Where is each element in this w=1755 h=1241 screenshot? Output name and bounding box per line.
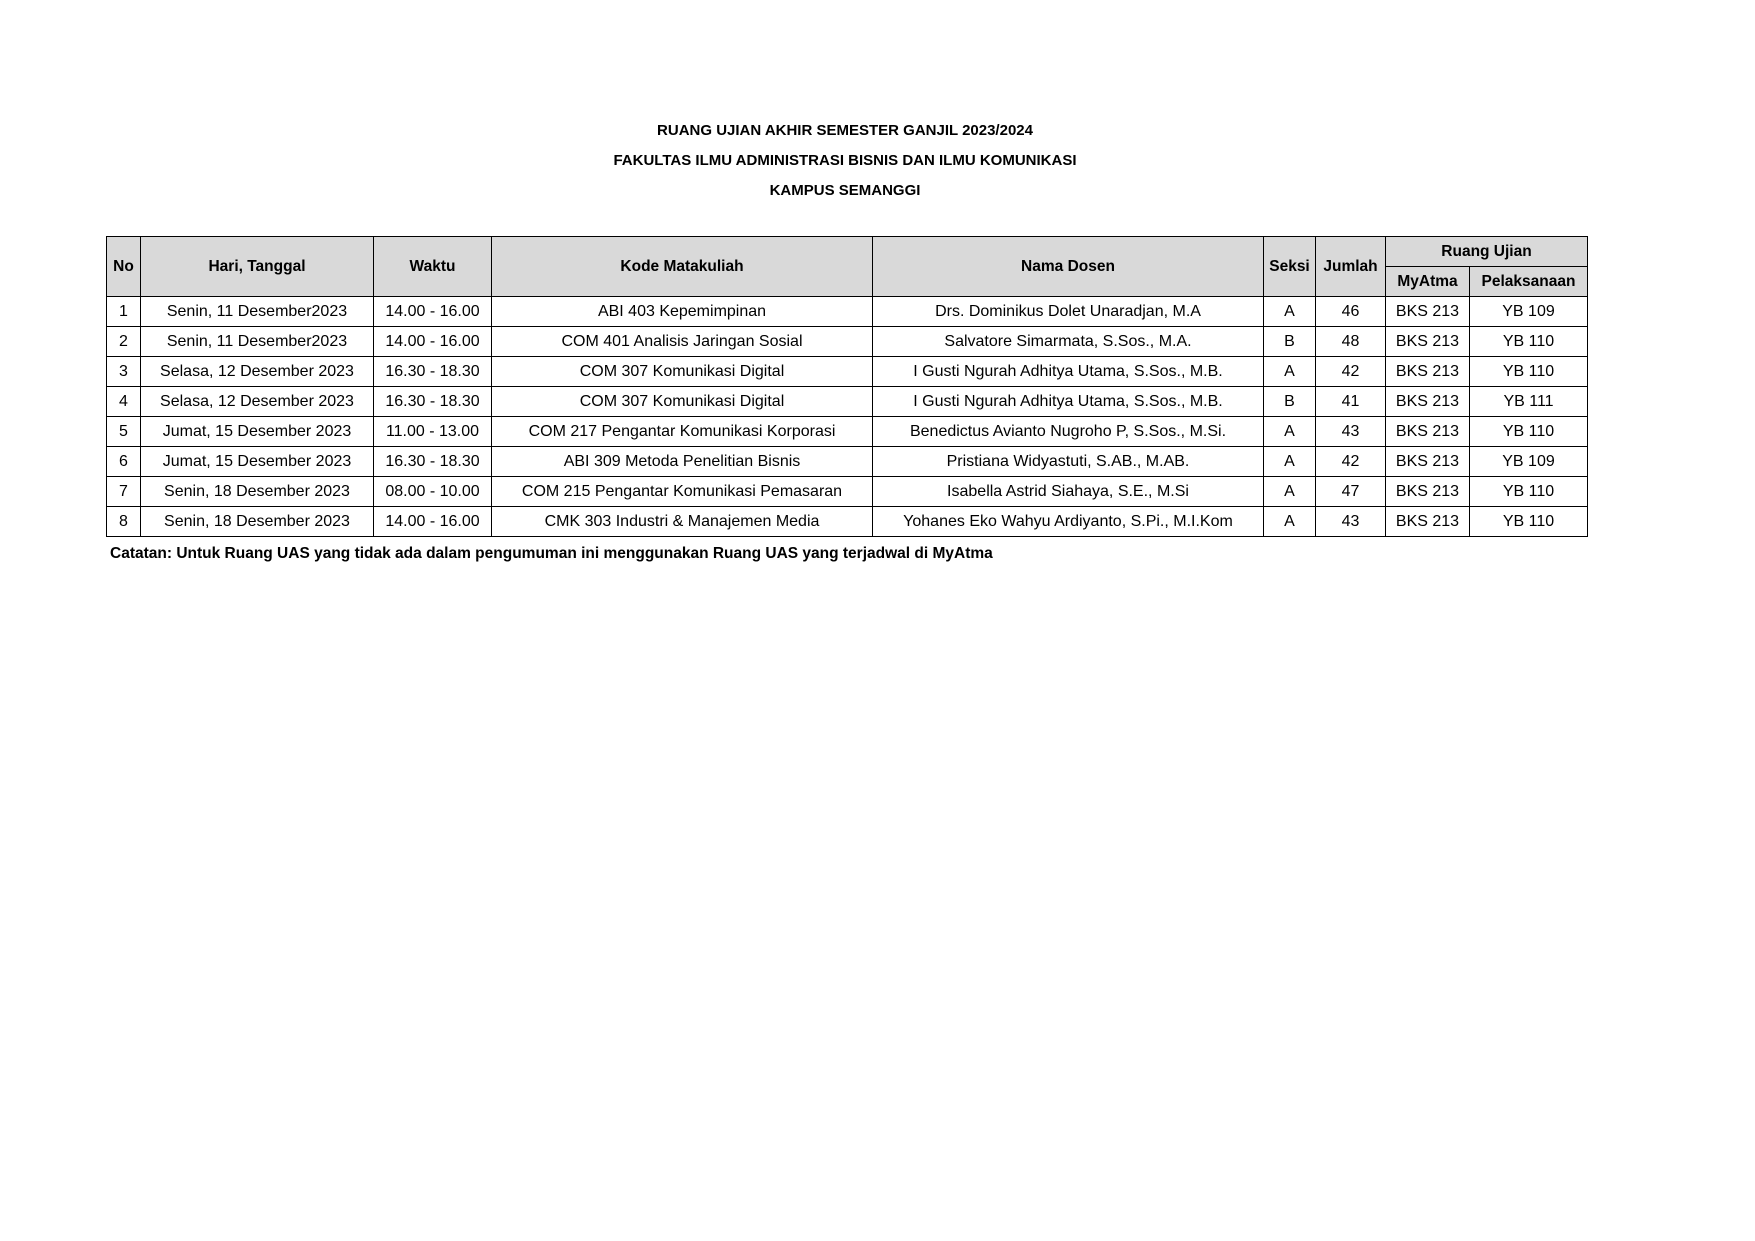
cell-actual-room: YB 110 [1470,477,1588,507]
cell-lecturer: Isabella Astrid Siahaya, S.E., M.Si [873,477,1264,507]
header-time: Waktu [374,237,492,297]
header-actual-room: Pelaksanaan [1470,267,1588,297]
document-header [0,116,1690,206]
cell-section: B [1264,387,1316,417]
cell-actual-room: YB 110 [1470,417,1588,447]
cell-myatma: BKS 213 [1386,327,1470,357]
cell-count: 41 [1316,387,1386,417]
header-count: Jumlah [1316,237,1386,297]
cell-count: 42 [1316,357,1386,387]
cell-lecturer: Salvatore Simarmata, S.Sos., M.A. [873,327,1264,357]
cell-time: 14.00 - 16.00 [374,327,492,357]
header-course: Kode Matakuliah [492,237,873,297]
cell-actual-room: YB 109 [1470,297,1588,327]
document-title: RUANG UJIAN AKHIR SEMESTER GANJIL 2023/2024 [657,122,1033,139]
cell-time: 14.00 - 16.00 [374,507,492,537]
cell-count: 47 [1316,477,1386,507]
cell-course: COM 217 Pengantar Komunikasi Korporasi [492,417,873,447]
campus-title: KAMPUS SEMANGGI [769,182,921,199]
cell-actual-room: YB 111 [1470,387,1588,417]
exam-room-table [106,236,1588,537]
header-lecturer: Nama Dosen [873,237,1264,297]
cell-myatma: BKS 213 [1386,477,1470,507]
table-row [107,477,1588,507]
cell-time: 16.30 - 18.30 [374,387,492,417]
cell-no: 3 [107,357,141,387]
cell-time: 16.30 - 18.30 [374,357,492,387]
cell-no: 6 [107,447,141,477]
cell-count: 48 [1316,327,1386,357]
cell-date: Selasa, 12 Desember 2023 [141,357,374,387]
cell-lecturer: I Gusti Ngurah Adhitya Utama, S.Sos., M.B. [873,387,1264,417]
cell-section: B [1264,327,1316,357]
cell-date: Senin, 18 Desember 2023 [141,507,374,537]
faculty-title: FAKULTAS ILMU ADMINISTRASI BISNIS DAN ILMU KOMUNIKASI [613,152,1077,169]
cell-time: 14.00 - 16.00 [374,297,492,327]
cell-date: Senin, 11 Desember2023 [141,327,374,357]
cell-no: 8 [107,507,141,537]
cell-no: 7 [107,477,141,507]
cell-course: ABI 403 Kepemimpinan [492,297,873,327]
cell-section: A [1264,417,1316,447]
cell-no: 2 [107,327,141,357]
header-date: Hari, Tanggal [141,237,374,297]
cell-course: COM 307 Komunikasi Digital [492,357,873,387]
table-row [107,507,1588,537]
cell-section: A [1264,297,1316,327]
cell-lecturer: Drs. Dominikus Dolet Unaradjan, M.A [873,297,1264,327]
cell-no: 5 [107,417,141,447]
cell-course: ABI 309 Metoda Penelitian Bisnis [492,447,873,477]
cell-section: A [1264,507,1316,537]
cell-course: COM 401 Analisis Jaringan Sosial [492,327,873,357]
header-exam-room: Ruang Ujian [1386,237,1588,267]
header-myatma: MyAtma [1386,267,1470,297]
cell-section: A [1264,357,1316,387]
table-row [107,387,1588,417]
cell-myatma: BKS 213 [1386,357,1470,387]
cell-date: Jumat, 15 Desember 2023 [141,447,374,477]
table-header [107,237,1588,297]
table-row [107,357,1588,387]
cell-count: 42 [1316,447,1386,477]
cell-myatma: BKS 213 [1386,297,1470,327]
table-row [107,417,1588,447]
cell-section: A [1264,447,1316,477]
header-section: Seksi [1264,237,1316,297]
cell-lecturer: Pristiana Widyastuti, S.AB., M.AB. [873,447,1264,477]
table-row [107,327,1588,357]
cell-no: 4 [107,387,141,417]
cell-myatma: BKS 213 [1386,387,1470,417]
cell-date: Jumat, 15 Desember 2023 [141,417,374,447]
cell-date: Senin, 11 Desember2023 [141,297,374,327]
footnote: Catatan: Untuk Ruang UAS yang tidak ada dalam pengumuman ini menggunakan Ruang UAS yang terjadwal di MyAtma [110,545,993,562]
cell-course: COM 307 Komunikasi Digital [492,387,873,417]
cell-count: 43 [1316,417,1386,447]
cell-time: 08.00 - 10.00 [374,477,492,507]
table-row [107,297,1588,327]
cell-lecturer: Yohanes Eko Wahyu Ardiyanto, S.Pi., M.I.Kom [873,507,1264,537]
cell-count: 43 [1316,507,1386,537]
cell-date: Senin, 18 Desember 2023 [141,477,374,507]
header-no: No [107,237,141,297]
cell-actual-room: YB 110 [1470,327,1588,357]
cell-course: COM 215 Pengantar Komunikasi Pemasaran [492,477,873,507]
cell-course: CMK 303 Industri & Manajemen Media [492,507,873,537]
cell-actual-room: YB 110 [1470,507,1588,537]
cell-section: A [1264,477,1316,507]
cell-time: 16.30 - 18.30 [374,447,492,477]
table-row [107,447,1588,477]
cell-lecturer: Benedictus Avianto Nugroho P, S.Sos., M.Si. [873,417,1264,447]
cell-myatma: BKS 213 [1386,417,1470,447]
cell-no: 1 [107,297,141,327]
cell-actual-room: YB 110 [1470,357,1588,387]
cell-time: 11.00 - 13.00 [374,417,492,447]
cell-date: Selasa, 12 Desember 2023 [141,387,374,417]
cell-myatma: BKS 213 [1386,447,1470,477]
cell-count: 46 [1316,297,1386,327]
cell-myatma: BKS 213 [1386,507,1470,537]
table-body [107,297,1588,537]
cell-actual-room: YB 109 [1470,447,1588,477]
cell-lecturer: I Gusti Ngurah Adhitya Utama, S.Sos., M.B. [873,357,1264,387]
